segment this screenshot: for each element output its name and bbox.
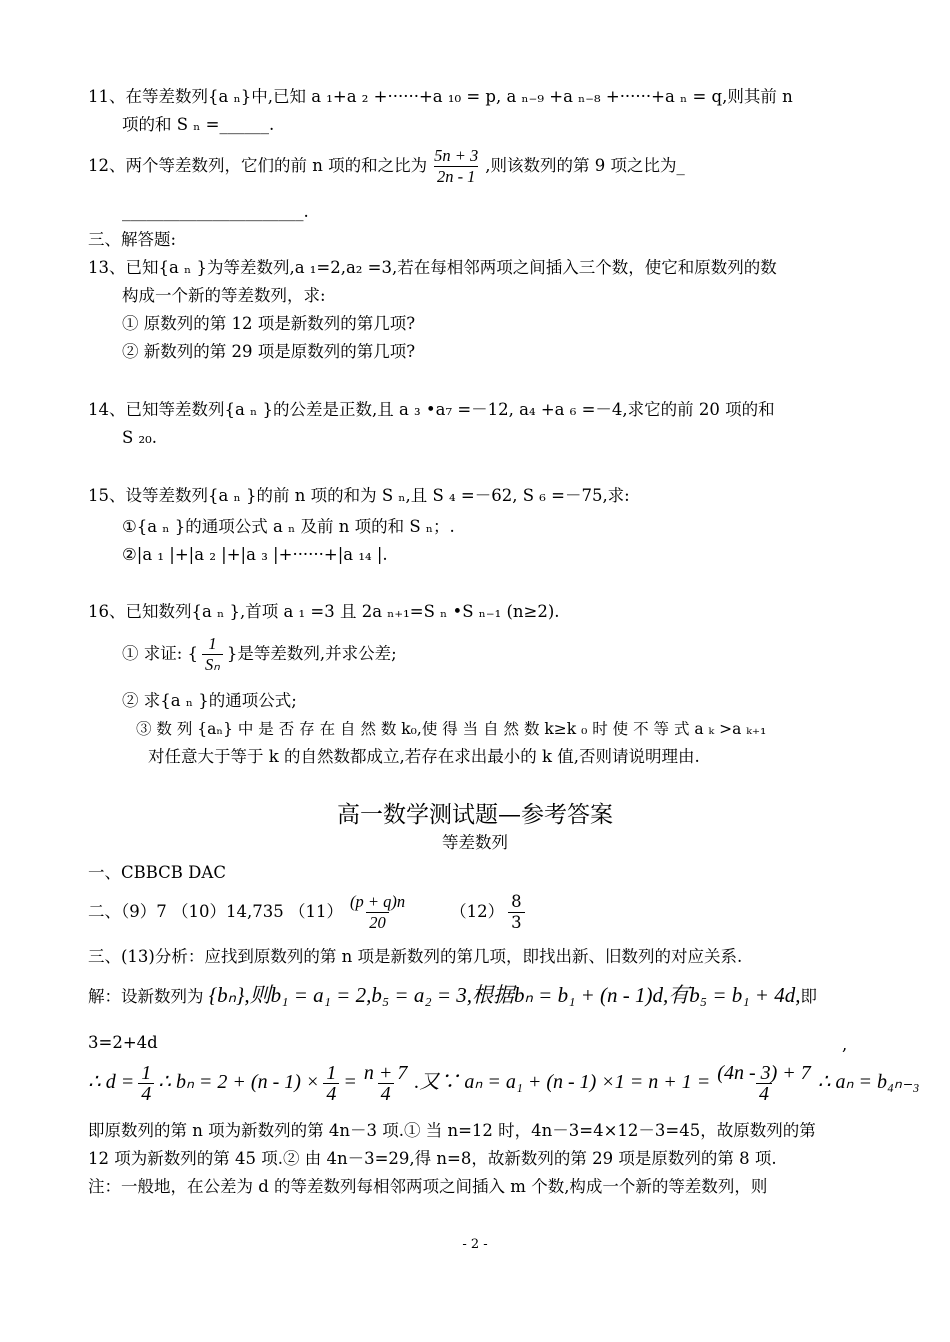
problem-15-line-1: 15、设等差数列{a ₙ }的前 n 项的和为 S ₙ,且 S ₄ =－62, S ₆ =－75,求: (88, 486, 630, 505)
problem-11-line-1: 11、在等差数列{a ₙ}中,已知 a ₁+a ₂ +······+a ₁₀ = p, a ₙ₋₉ +a ₙ₋₈ +······+a ₙ = q,则其前 n (88, 87, 793, 106)
solution-formula: {bₙ},则b₁ = a₁ = 2,b₅ = a₂ = 3,根据bₙ = b₁ + (n - 1)d,有b₅ = b₁ + 4d, (208, 983, 801, 1007)
answer-section-2 (88, 888, 529, 936)
solution-tail: 即 (800, 987, 817, 1006)
problem-15-line-2: ①{a ₙ }的通项公式 a ₙ 及前 n 项的和 S ₙ；. (122, 517, 455, 536)
problem-16-fraction (202, 634, 223, 675)
fraction-denominator: 4 (756, 1083, 772, 1104)
fraction-denominator: 4 (378, 1083, 394, 1104)
problem-16-line-2 (122, 632, 397, 676)
answer-section-2-text: 二、（9）7 （10）14,735 （11） (88, 902, 343, 921)
answer-13-analysis: 三、(13)分析：应找到原数列的第 n 项是新数列的第几项，即找出新、旧数列的对应关系. (88, 947, 743, 966)
problem-13-line-4: ② 新数列的第 29 项是原数列的第几项? (122, 342, 416, 361)
derivation-fraction-2 (323, 1063, 339, 1104)
problem-16-text: ① 求证: { (122, 644, 199, 663)
answer-12-label: （12） (450, 902, 505, 921)
page-number: - 2 - (462, 1237, 488, 1252)
fraction-numerator: (p + q)n (349, 892, 406, 911)
problem-12-line-2: ______________________. (122, 202, 309, 221)
fraction-numerator: 1 (208, 634, 217, 653)
answer-13-note: 注：一般地，在公差为 d 的等差数列每相邻两项之间插入 m 个数,构成一个新的等差数列，则 (88, 1177, 768, 1196)
fraction-denominator: 20 (366, 912, 389, 933)
problem-12-fraction (431, 146, 481, 187)
fraction-denominator: 3 (508, 912, 525, 933)
answer-13-line-5: 即原数列的第 n 项为新数列的第 4n－3 项.① 当 n=12 时，4n－3=4×12－3=45，故原数列的第 (88, 1121, 816, 1140)
answers-title: 高一数学测试题—参考答案 (337, 802, 613, 828)
fraction-numerator: 1 (326, 1061, 337, 1084)
answer-13-comma: , (842, 1035, 848, 1054)
solution-label: 解：设新数列为 (88, 987, 204, 1006)
derivation-part-2: ∴ bₙ = 2 + (n - 1) × (158, 1071, 320, 1093)
fraction-numerator: 8 (511, 892, 522, 911)
derivation-fraction-3 (361, 1063, 411, 1104)
derivation-part-5: ∴ aₙ = b₄ₙ₋₃ (817, 1071, 920, 1093)
derivation-fraction-1 (138, 1063, 154, 1104)
problem-16-line-5: 对任意大于等于 k 的自然数都成立,若存在求出最小的 k 值,否则请说明理由. (148, 747, 700, 766)
problem-16-line-3: ② 求{a ₙ }的通项公式; (122, 691, 297, 710)
answer-11-fraction (347, 892, 408, 933)
problem-13-line-3: ① 原数列的第 12 项是新数列的第几项? (122, 314, 416, 333)
answer-13-solution-line (88, 980, 817, 1012)
problem-16-line-1: 16、已知数列{a ₙ },首项 a ₁ =3 且 2a ₙ₊₁=S ₙ •S ₙ₋₁ (n≥2). (88, 602, 560, 621)
fraction-numerator: n + 7 (363, 1061, 408, 1084)
answers-subtitle: 等差数列 (442, 833, 508, 852)
problem-16-line-4: ③ 数 列 {aₙ} 中 是 否 存 在 自 然 数 k₀,使 得 当 自 然 数 k≥k ₀ 时 使 不 等 式 a ₖ >a ₖ₊₁ (136, 720, 767, 738)
fraction-denominator: 4 (138, 1083, 154, 1104)
problem-11-line-2: 项的和 S ₙ =______. (122, 115, 275, 134)
problem-12-text: 12、两个等差数列，它们的前 n 项的和之比为 (88, 156, 428, 175)
fraction-denominator: 4 (323, 1083, 339, 1104)
problem-12-line-1 (88, 144, 685, 188)
problem-14-line-2: S ₂₀. (122, 428, 158, 447)
derivation-part-3: = (343, 1071, 357, 1093)
derivation-part-1: ∴ d = (88, 1071, 135, 1093)
problem-12-text-tail: ,则该数列的第 9 项之比为_ (485, 156, 685, 175)
derivation-fraction-4 (714, 1063, 813, 1104)
section-3-heading: 三、解答题: (88, 230, 177, 249)
answer-13-derivation (88, 1058, 919, 1106)
answer-13-line-6: 12 项为新数列的第 45 项.② 由 4n－3=29,得 n=8，故新数列的第 29 项是原数列的第 8 项. (88, 1149, 777, 1168)
derivation-part-4: .又∵ aₙ = a₁ + (n - 1) ×1 = n + 1 = (414, 1071, 711, 1093)
fraction-numerator: 1 (141, 1061, 152, 1084)
fraction-numerator: (4n - 3) + 7 (717, 1061, 811, 1084)
fraction-numerator: 5n + 3 (434, 146, 479, 165)
answer-section-1: 一、CBBCB DAC (88, 863, 226, 882)
problem-15-line-3: ②|a ₁ |+|a ₂ |+|a ₃ |+······+|a ₁₄ |. (122, 545, 388, 564)
problem-13-line-1: 13、已知{a ₙ }为等差数列,a ₁=2,a₂ =3,若在每相邻两项之间插入三个数，使它和原数列的数 (88, 258, 777, 277)
answer-13-equation: 3=2+4d (88, 1033, 158, 1052)
fraction-denominator: Sₙ (202, 654, 223, 675)
answer-12-fraction (508, 892, 525, 933)
problem-14-line-1: 14、已知等差数列{a ₙ }的公差是正数,且 a ₃ •a₇ =－12, a₄ +a ₆ =－4,求它的前 20 项的和 (88, 400, 775, 419)
problem-13-line-2: 构成一个新的等差数列，求: (122, 286, 326, 305)
problem-16-text-tail: }是等差数列,并求公差; (226, 644, 397, 663)
fraction-denominator: 2n - 1 (434, 166, 479, 187)
